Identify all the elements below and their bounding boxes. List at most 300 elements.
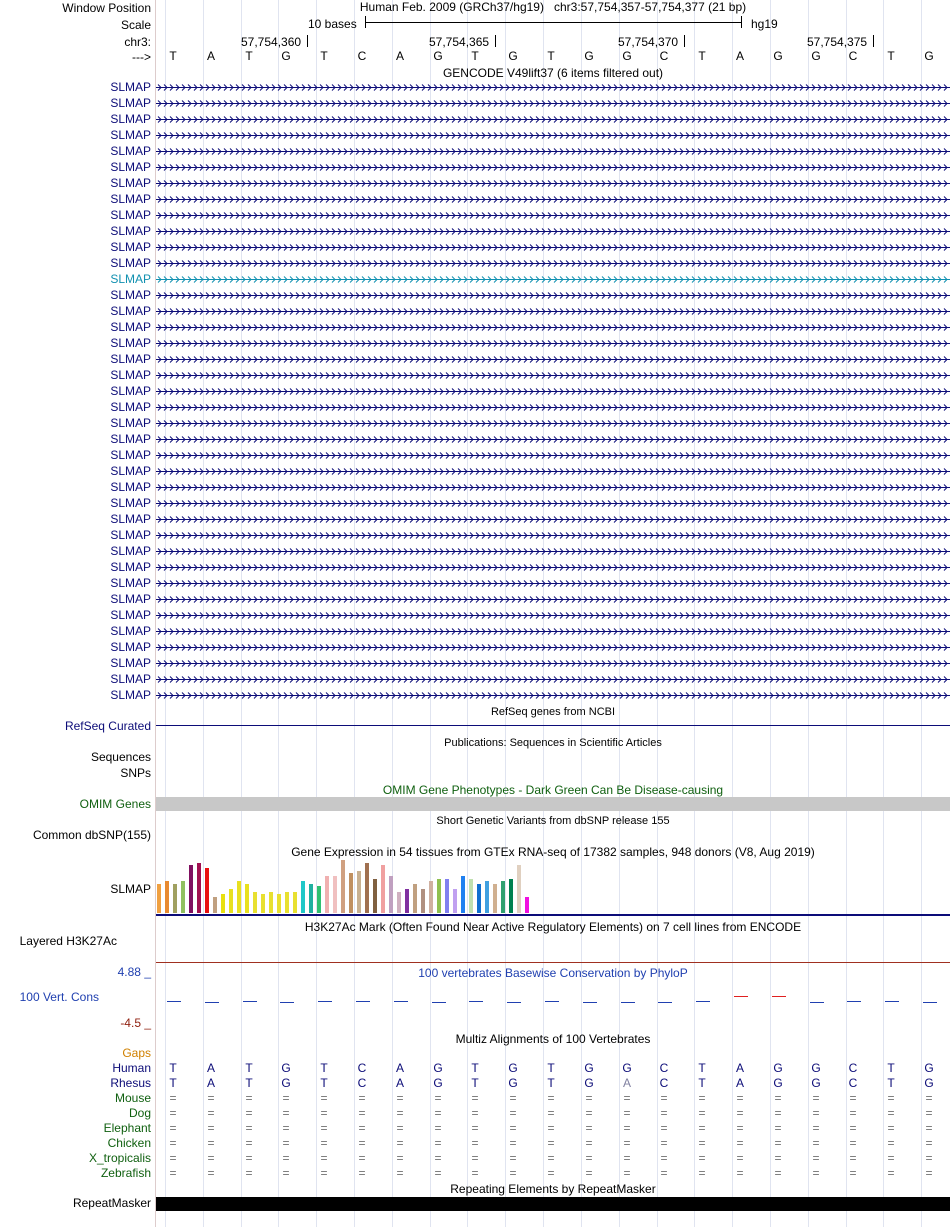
alignment-base: = — [358, 1091, 366, 1105]
gencode-transcript-line[interactable] — [156, 516, 950, 523]
gtex-tissue-bar[interactable] — [245, 884, 249, 913]
window-position-label: Window Position — [62, 1, 151, 15]
gencode-transcript-line[interactable] — [156, 644, 950, 651]
alignment-base: = — [358, 1106, 366, 1120]
alignment-base: = — [471, 1151, 479, 1165]
h3k27ac-track-label[interactable]: Layered H3K27Ac — [19, 934, 117, 948]
alignment-base: = — [282, 1091, 290, 1105]
phylop-track-label[interactable]: 100 Vert. Cons — [19, 990, 99, 1004]
gtex-tissue-bar[interactable] — [157, 884, 161, 913]
alignment-base: = — [207, 1121, 215, 1135]
gencode-transcript-line[interactable] — [156, 564, 950, 571]
publications-track-title: Publications: Sequences in Scientific Articles — [444, 737, 662, 749]
alignment-base: = — [887, 1151, 895, 1165]
alignment-base: = — [396, 1121, 404, 1135]
alignment-base: = — [736, 1166, 744, 1180]
gtex-tissue-bar[interactable] — [469, 879, 473, 913]
alignment-base: = — [169, 1166, 177, 1180]
phylop-score-mark — [167, 1001, 181, 1003]
gtex-tissue-bar[interactable] — [261, 894, 265, 913]
alignment-base: G — [924, 1076, 934, 1090]
gencode-transcript-label[interactable]: SLMAP — [110, 256, 151, 270]
alignment-base: = — [245, 1121, 253, 1135]
gtex-tissue-bar[interactable] — [253, 892, 257, 913]
sequence-base: C — [659, 49, 669, 63]
gencode-transcript-line[interactable] — [156, 484, 950, 491]
gtex-tissue-bar[interactable] — [421, 889, 425, 913]
phylop-score-mark — [432, 1002, 446, 1004]
alignment-base: G — [508, 1076, 518, 1090]
gtex-track-title: Gene Expression in 54 tissues from GTEx RNA-seq of 17382 samples, 948 donors (V8, Aug 2019) — [291, 845, 815, 859]
sequence-base: G — [584, 49, 594, 63]
alignment-base: = — [812, 1166, 820, 1180]
gtex-tissue-bar[interactable] — [285, 892, 289, 913]
alignment-base: = — [282, 1151, 290, 1165]
repeatmasker-element-bar[interactable] — [156, 1197, 950, 1211]
gtex-tissue-bar[interactable] — [229, 889, 233, 913]
gtex-tissue-bar[interactable] — [461, 876, 465, 913]
gtex-tissue-bar[interactable] — [453, 889, 457, 913]
alignment-base: = — [660, 1091, 668, 1105]
gencode-transcript-label[interactable]: SLMAP — [110, 208, 151, 222]
gencode-transcript-line[interactable] — [156, 404, 950, 411]
alignment-base: A — [206, 1076, 215, 1090]
alignment-base: = — [471, 1106, 479, 1120]
alignment-base: = — [358, 1121, 366, 1135]
gencode-transcript-line[interactable] — [156, 532, 950, 539]
gencode-transcript-label[interactable]: SLMAP — [110, 320, 151, 334]
alignment-base: = — [925, 1106, 933, 1120]
alignment-base: = — [471, 1166, 479, 1180]
gtex-tissue-bar[interactable] — [269, 892, 273, 913]
alignment-base: = — [698, 1151, 706, 1165]
alignment-base: = — [887, 1106, 895, 1120]
gtex-tissue-bar[interactable] — [309, 884, 313, 913]
alignment-base: = — [282, 1166, 290, 1180]
alignment-base: = — [774, 1136, 782, 1150]
alignment-base: = — [887, 1166, 895, 1180]
alignment-base: = — [623, 1136, 631, 1150]
alignment-base: = — [547, 1136, 555, 1150]
sequence-base: C — [357, 49, 367, 63]
alignment-base: = — [925, 1151, 933, 1165]
gencode-transcript-label[interactable]: SLMAP — [110, 672, 151, 686]
gencode-transcript-line[interactable] — [156, 340, 950, 347]
ruler-tick-label: 57,754,360 — [241, 35, 302, 49]
species-label: X_tropicalis — [88, 1151, 151, 1165]
gencode-transcript-label[interactable]: SLMAP — [110, 144, 151, 158]
alignment-base: = — [849, 1121, 857, 1135]
alignment-base: = — [396, 1151, 404, 1165]
phylop-score-mark — [469, 1001, 483, 1003]
alignment-base: = — [207, 1166, 215, 1180]
assembly-name: Human Feb. 2009 (GRCh37/hg19) — [359, 0, 544, 14]
alignment-base: G — [508, 1061, 518, 1075]
alignment-base: = — [736, 1106, 744, 1120]
alignment-base: = — [585, 1106, 593, 1120]
db-name: hg19 — [751, 17, 778, 31]
alignment-base: G — [433, 1076, 443, 1090]
phylop-score-mark — [394, 1001, 408, 1003]
alignment-base: = — [358, 1136, 366, 1150]
alignment-base: = — [207, 1151, 215, 1165]
gtex-tissue-bar[interactable] — [301, 881, 305, 913]
publications-snps-label[interactable]: SNPs — [120, 766, 151, 780]
alignment-base: = — [169, 1106, 177, 1120]
sequence-base: G — [924, 49, 934, 63]
gencode-track-title: GENCODE V49lift37 (6 items filtered out) — [442, 66, 664, 80]
sequence-base: T — [698, 49, 706, 63]
alignment-base: = — [736, 1151, 744, 1165]
alignment-base: = — [812, 1121, 820, 1135]
sequence-base: A — [206, 49, 215, 63]
alignment-base: G — [924, 1061, 934, 1075]
gtex-tissue-bar[interactable] — [405, 889, 409, 913]
alignment-base: = — [736, 1136, 744, 1150]
alignment-base: = — [471, 1136, 479, 1150]
ruler-tick-label: 57,754,365 — [429, 35, 490, 49]
sequence-base: A — [735, 49, 744, 63]
alignment-base: T — [169, 1076, 177, 1090]
gtex-tissue-bar[interactable] — [429, 881, 433, 913]
alignment-base: G — [773, 1061, 783, 1075]
gencode-transcript-label[interactable]: SLMAP — [110, 544, 151, 558]
alignment-base: = — [320, 1136, 328, 1150]
gtex-tissue-bar[interactable] — [509, 879, 513, 913]
gencode-transcript-line[interactable] — [156, 180, 950, 187]
alignment-base: = — [623, 1121, 631, 1135]
scale-bar-text: 10 bases — [308, 17, 357, 31]
phylop-score-mark — [810, 1002, 824, 1004]
gtex-tissue-bar[interactable] — [493, 884, 497, 913]
dbsnp-track-label[interactable]: Common dbSNP(155) — [32, 828, 151, 842]
gencode-transcript-label[interactable]: SLMAP — [110, 432, 151, 446]
alignment-base: = — [849, 1166, 857, 1180]
gtex-tissue-bar[interactable] — [445, 879, 449, 913]
phylop-score-mark — [847, 1001, 861, 1003]
gencode-transcript-label[interactable]: SLMAP — [110, 624, 151, 638]
gencode-transcript-label[interactable]: SLMAP — [110, 608, 151, 622]
alignment-base: = — [736, 1091, 744, 1105]
gencode-transcript-label[interactable]: SLMAP — [110, 336, 151, 350]
gencode-transcript-label[interactable]: SLMAP — [110, 176, 151, 190]
species-label: Zebrafish — [100, 1166, 151, 1180]
phylop-score-mark — [621, 1002, 635, 1004]
alignment-base: = — [736, 1121, 744, 1135]
alignment-base: = — [925, 1136, 933, 1150]
gencode-transcript-label[interactable]: SLMAP — [110, 80, 151, 94]
sequence-base: T — [547, 49, 555, 63]
alignment-base: = — [320, 1121, 328, 1135]
gencode-transcript-line[interactable] — [156, 196, 950, 203]
alignment-base: A — [206, 1061, 215, 1075]
gtex-tissue-bar[interactable] — [477, 884, 481, 913]
alignment-base: = — [169, 1151, 177, 1165]
track-labels — [0, 0, 153, 1227]
gtex-tissue-bar[interactable] — [165, 881, 169, 913]
sequence-base: G — [281, 49, 291, 63]
gencode-transcript-line[interactable] — [156, 596, 950, 603]
gencode-transcript-label[interactable]: SLMAP — [110, 272, 151, 286]
gencode-transcript-label[interactable]: SLMAP — [110, 464, 151, 478]
gtex-tissue-bar[interactable] — [397, 892, 401, 913]
multiz-gaps-label: Gaps — [122, 1046, 151, 1060]
alignment-base: = — [812, 1091, 820, 1105]
gencode-transcript-label[interactable]: SLMAP — [110, 240, 151, 254]
alignment-base: T — [471, 1061, 479, 1075]
alignment-base: = — [849, 1136, 857, 1150]
gencode-transcript-line[interactable] — [156, 580, 950, 587]
h3k27ac-baseline — [156, 962, 950, 963]
alignment-base: T — [471, 1076, 479, 1090]
gtex-tissue-bar[interactable] — [325, 876, 329, 913]
alignment-base: T — [169, 1061, 177, 1075]
alignment-base: = — [623, 1106, 631, 1120]
alignment-base: T — [887, 1076, 895, 1090]
repeatmasker-track-label[interactable]: RepeatMasker — [72, 1196, 151, 1210]
gencode-transcript-label[interactable]: SLMAP — [110, 96, 151, 110]
alignment-base: = — [887, 1121, 895, 1135]
alignment-base: = — [434, 1151, 442, 1165]
phylop-score-mark — [734, 996, 748, 1003]
gencode-transcript-line[interactable] — [156, 436, 950, 443]
gencode-transcript-line[interactable] — [156, 372, 950, 379]
alignment-base: = — [849, 1151, 857, 1165]
gencode-transcript-label[interactable]: SLMAP — [110, 496, 151, 510]
gencode-transcript-line[interactable] — [156, 228, 950, 235]
gencode-transcript-line[interactable] — [156, 452, 950, 459]
gencode-transcript-line[interactable] — [156, 612, 950, 619]
gencode-transcript-label[interactable]: SLMAP — [110, 112, 151, 126]
ruler-tick-mark — [873, 35, 874, 47]
gtex-tissue-bar[interactable] — [213, 897, 217, 913]
alignment-base: = — [509, 1136, 517, 1150]
gencode-transcript-line[interactable] — [156, 324, 950, 331]
phylop-track-title: 100 vertebrates Basewise Conservation by PhyloP — [418, 966, 688, 980]
alignment-base: = — [320, 1151, 328, 1165]
gencode-transcript-line[interactable] — [156, 500, 950, 507]
gencode-transcript-label[interactable]: SLMAP — [110, 576, 151, 590]
gencode-transcript-line[interactable] — [156, 244, 950, 251]
gtex-tissue-bar[interactable] — [525, 897, 529, 913]
gencode-transcript-line[interactable] — [156, 276, 950, 283]
gencode-transcript-label[interactable]: SLMAP — [110, 304, 151, 318]
gtex-tissue-bar[interactable] — [181, 881, 185, 913]
gencode-transcript-label[interactable]: SLMAP — [110, 688, 151, 702]
gtex-tissue-bar[interactable] — [501, 881, 505, 913]
sequence-base: G — [811, 49, 821, 63]
alignment-base: = — [585, 1136, 593, 1150]
gencode-transcript-label[interactable]: SLMAP — [110, 224, 151, 238]
gtex-tissue-bar[interactable] — [517, 865, 521, 913]
sequence-base: T — [245, 49, 253, 63]
gtex-tissue-bar[interactable] — [293, 892, 297, 913]
alignment-base: = — [547, 1091, 555, 1105]
gtex-tissue-bar[interactable] — [485, 881, 489, 913]
alignment-base: = — [282, 1136, 290, 1150]
gencode-transcript-label[interactable]: SLMAP — [110, 560, 151, 574]
gtex-tissue-bar[interactable] — [173, 884, 177, 913]
alignment-base: T — [698, 1076, 706, 1090]
alignment-base: = — [660, 1121, 668, 1135]
strand-label: ---> — [132, 50, 151, 64]
gtex-tissue-bar[interactable] — [413, 884, 417, 913]
species-label: Human — [112, 1061, 151, 1075]
alignment-base: A — [395, 1061, 404, 1075]
gencode-transcript-label[interactable]: SLMAP — [110, 400, 151, 414]
alignment-base: = — [509, 1166, 517, 1180]
gtex-tissue-bar[interactable] — [349, 873, 353, 913]
track-area[interactable] — [156, 0, 950, 1227]
alignment-base: = — [358, 1151, 366, 1165]
gencode-transcript-label[interactable]: SLMAP — [110, 192, 151, 206]
gencode-transcript-label[interactable]: SLMAP — [110, 128, 151, 142]
alignment-base: = — [245, 1166, 253, 1180]
omim-track-label[interactable]: OMIM Genes — [79, 797, 151, 811]
phylop-score-mark — [243, 1001, 257, 1003]
gencode-transcript-label[interactable]: SLMAP — [110, 368, 151, 382]
scale-bar-line — [365, 22, 742, 23]
alignment-base: = — [434, 1091, 442, 1105]
gtex-tissue-bar[interactable] — [317, 886, 321, 913]
gtex-tissue-bar[interactable] — [277, 894, 281, 913]
alignment-base: = — [509, 1091, 517, 1105]
gencode-transcript-label[interactable]: SLMAP — [110, 160, 151, 174]
gencode-transcript-label[interactable]: SLMAP — [110, 384, 151, 398]
phylop-score-mark — [772, 996, 786, 1003]
gencode-transcript-line[interactable] — [156, 692, 950, 699]
alignment-base: G — [811, 1076, 821, 1090]
gencode-transcript-line[interactable] — [156, 260, 950, 267]
gencode-transcript-label[interactable]: SLMAP — [110, 352, 151, 366]
alignment-base: = — [887, 1136, 895, 1150]
gencode-transcript-label[interactable]: SLMAP — [110, 528, 151, 542]
gtex-tissue-bar[interactable] — [381, 865, 385, 913]
alignment-base: = — [169, 1121, 177, 1135]
gencode-transcript-label[interactable]: SLMAP — [110, 656, 151, 670]
phylop-score-mark — [583, 1002, 597, 1004]
alignment-base: = — [660, 1166, 668, 1180]
gtex-tissue-bar[interactable] — [341, 860, 345, 913]
alignment-base: A — [735, 1076, 744, 1090]
sequence-base: G — [622, 49, 632, 63]
gencode-transcript-label[interactable]: SLMAP — [110, 288, 151, 302]
gtex-track-label[interactable]: SLMAP — [110, 882, 151, 896]
sequence-base: T — [471, 49, 479, 63]
gtex-tissue-bar[interactable] — [205, 868, 209, 913]
gencode-transcript-line[interactable] — [156, 468, 950, 475]
alignment-base: = — [547, 1166, 555, 1180]
phylop-max-label: 4.88 _ — [117, 965, 151, 979]
gtex-tissue-bar[interactable] — [221, 894, 225, 913]
gencode-transcript-line[interactable] — [156, 676, 950, 683]
alignment-base: = — [471, 1121, 479, 1135]
gtex-tissue-bar[interactable] — [437, 879, 441, 913]
gencode-transcript-line[interactable] — [156, 308, 950, 315]
gencode-transcript-line[interactable] — [156, 388, 950, 395]
omim-gene-bar[interactable] — [156, 797, 950, 811]
phylop-score-mark — [280, 1002, 294, 1004]
alignment-base: C — [357, 1061, 367, 1075]
alignment-base: = — [774, 1091, 782, 1105]
alignment-base: = — [698, 1136, 706, 1150]
publications-sequences-label[interactable]: Sequences — [90, 750, 151, 764]
alignment-base: = — [169, 1091, 177, 1105]
alignment-base: = — [320, 1106, 328, 1120]
phylop-score-mark — [356, 1001, 370, 1003]
gencode-transcript-label[interactable]: SLMAP — [110, 640, 151, 654]
gencode-transcript-line[interactable] — [156, 212, 950, 219]
gencode-transcript-line[interactable] — [156, 420, 950, 427]
phylop-score-mark — [885, 1001, 899, 1003]
position-header — [156, 0, 950, 14]
gencode-transcript-line[interactable] — [156, 148, 950, 155]
gtex-tissue-bar[interactable] — [333, 876, 337, 913]
alignment-base: = — [698, 1091, 706, 1105]
gencode-transcript-line[interactable] — [156, 356, 950, 363]
alignment-base: = — [887, 1091, 895, 1105]
alignment-base: = — [434, 1121, 442, 1135]
alignment-base: = — [396, 1106, 404, 1120]
alignment-base: = — [282, 1121, 290, 1135]
gtex-tissue-bar[interactable] — [197, 863, 201, 913]
gencode-transcript-label[interactable]: SLMAP — [110, 592, 151, 606]
gencode-transcript-label[interactable]: SLMAP — [110, 416, 151, 430]
gtex-tissue-bar[interactable] — [373, 879, 377, 913]
alignment-base: = — [660, 1151, 668, 1165]
gtex-tissue-bar[interactable] — [357, 871, 361, 913]
gencode-transcript-label[interactable]: SLMAP — [110, 480, 151, 494]
gencode-transcript-line[interactable] — [156, 100, 950, 107]
gencode-transcript-line[interactable] — [156, 84, 950, 91]
alignment-base: = — [547, 1151, 555, 1165]
gencode-transcript-line[interactable] — [156, 548, 950, 555]
gencode-transcript-line[interactable] — [156, 164, 950, 171]
position-range: chr3:57,754,357-57,754,377 (21 bp) — [553, 0, 747, 14]
alignment-base: T — [547, 1076, 555, 1090]
alignment-base: = — [320, 1166, 328, 1180]
phylop-score-mark — [205, 1002, 219, 1004]
alignment-base: = — [282, 1106, 290, 1120]
gencode-transcript-label[interactable]: SLMAP — [110, 512, 151, 526]
refseq-track-label[interactable]: RefSeq Curated — [64, 719, 151, 733]
alignment-base: = — [849, 1091, 857, 1105]
gencode-transcript-line[interactable] — [156, 628, 950, 635]
alignment-base: = — [812, 1106, 820, 1120]
gencode-transcript-line[interactable] — [156, 660, 950, 667]
alignment-base: = — [585, 1091, 593, 1105]
alignment-base: = — [585, 1121, 593, 1135]
alignment-base: = — [623, 1166, 631, 1180]
gtex-tissue-bar[interactable] — [365, 863, 369, 913]
phylop-min-label: -4.5 _ — [120, 1016, 151, 1030]
gtex-tissue-bar[interactable] — [389, 876, 393, 913]
gencode-transcript-label[interactable]: SLMAP — [110, 448, 151, 462]
refseq-track-title: RefSeq genes from NCBI — [490, 706, 616, 718]
alignment-base: C — [357, 1076, 367, 1090]
gtex-tissue-bar[interactable] — [189, 865, 193, 913]
alignment-base: = — [509, 1151, 517, 1165]
gencode-transcript-line[interactable] — [156, 292, 950, 299]
gencode-transcript-line[interactable] — [156, 116, 950, 123]
species-label: Dog — [128, 1106, 151, 1120]
gtex-tissue-bar[interactable] — [237, 881, 241, 913]
alignment-base: = — [812, 1136, 820, 1150]
ruler-tick-mark — [307, 35, 308, 47]
alignment-base: = — [396, 1091, 404, 1105]
gencode-transcript-line[interactable] — [156, 132, 950, 139]
alignment-base: = — [547, 1106, 555, 1120]
